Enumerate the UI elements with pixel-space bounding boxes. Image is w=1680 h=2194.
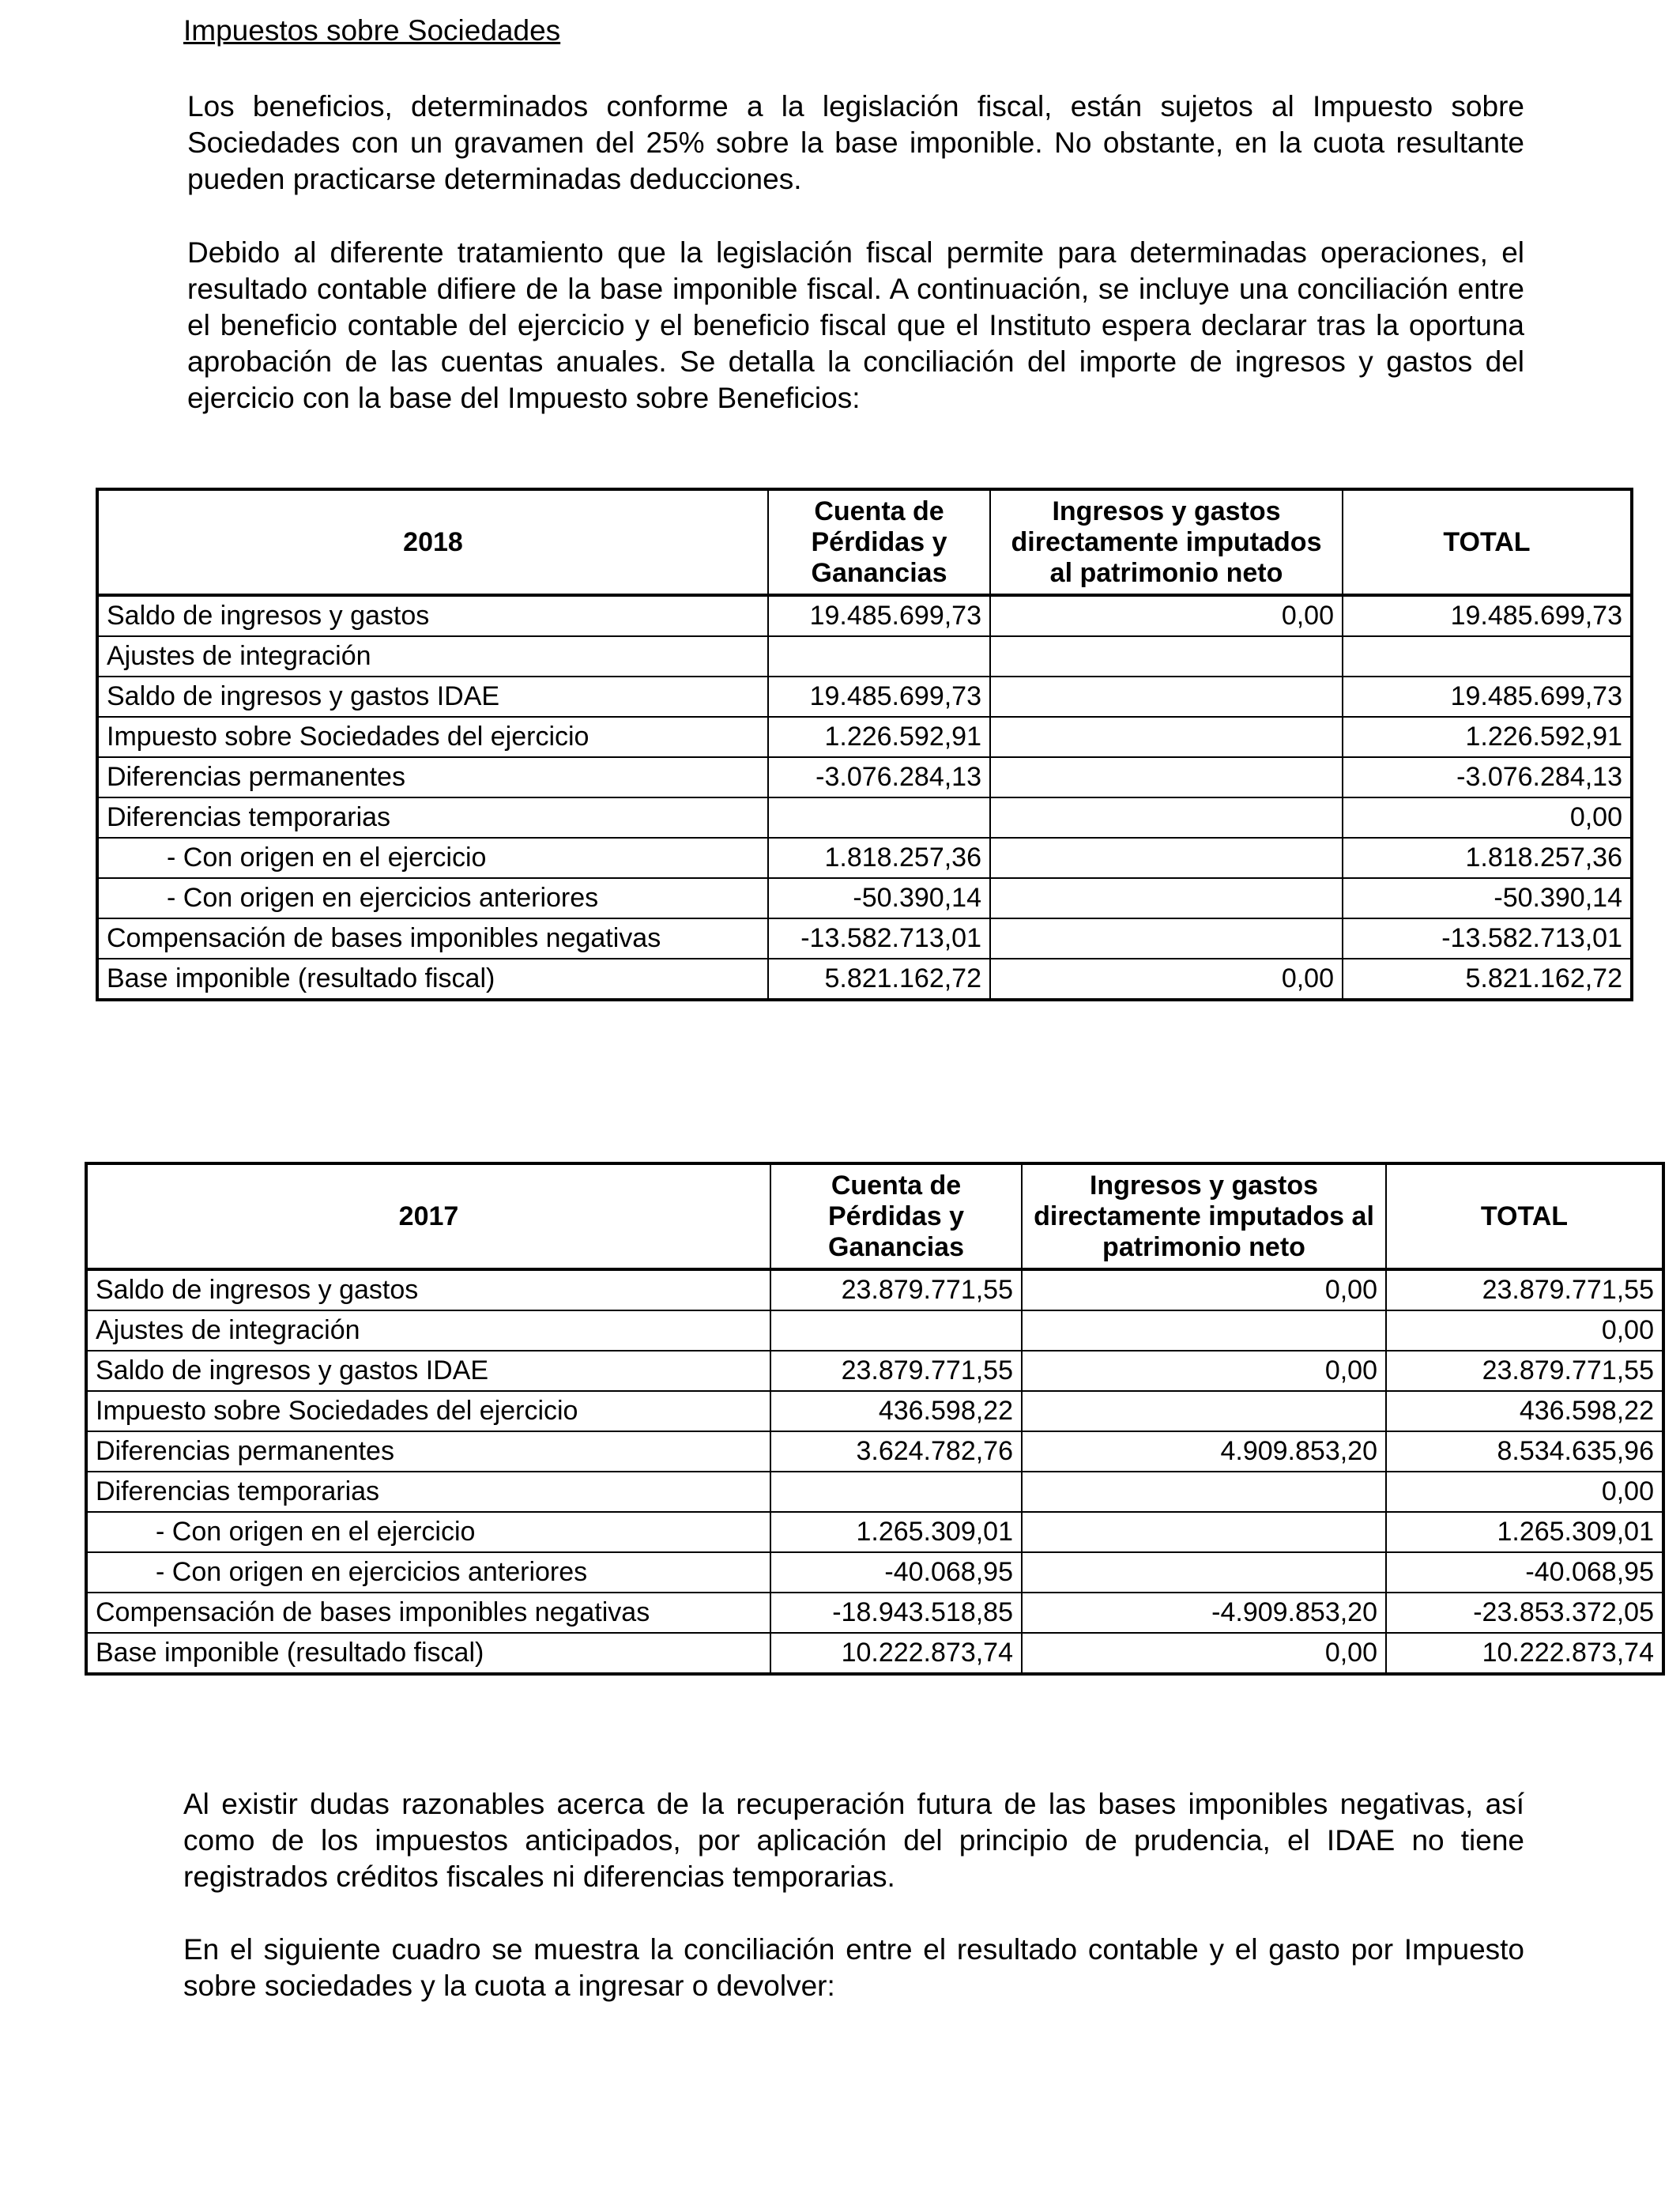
header-patrimonio-neto: Ingresos y gastos directamente imputados al patrimonio neto bbox=[990, 489, 1343, 595]
cell-patrimonio-neto bbox=[1022, 1512, 1386, 1552]
row-label: - Con origen en el ejercicio bbox=[86, 1512, 770, 1552]
paragraph-next-table-intro: En el siguiente cuadro se muestra la conciliación entre el resultado contable y el gasto por Impuesto sobre sociedades y la cuota a ingresar o devolver: bbox=[183, 1933, 1524, 2002]
reconciliation-table-2018 bbox=[96, 488, 1633, 1001]
cell-pyg: 5.821.162,72 bbox=[768, 959, 990, 1000]
table-body bbox=[97, 595, 1632, 1000]
table-body bbox=[86, 1269, 1663, 1674]
table-row bbox=[86, 1351, 1663, 1391]
cell-pyg: 3.624.782,76 bbox=[770, 1431, 1022, 1472]
table-row bbox=[97, 918, 1632, 959]
row-label: Diferencias temporarias bbox=[97, 797, 768, 838]
row-label: Compensación de bases imponibles negativas bbox=[86, 1593, 770, 1633]
cell-pyg: 1.265.309,01 bbox=[770, 1512, 1022, 1552]
cell-patrimonio-neto bbox=[1022, 1310, 1386, 1351]
cell-pyg bbox=[770, 1472, 1022, 1512]
table-row bbox=[86, 1269, 1663, 1310]
row-label: Impuesto sobre Sociedades del ejercicio bbox=[97, 717, 768, 757]
cell-patrimonio-neto bbox=[990, 717, 1343, 757]
cell-total: 0,00 bbox=[1386, 1472, 1663, 1512]
row-label: Compensación de bases imponibles negativas bbox=[97, 918, 768, 959]
cell-pyg bbox=[768, 797, 990, 838]
header-year: 2018 bbox=[97, 489, 768, 595]
cell-patrimonio-neto bbox=[1022, 1391, 1386, 1431]
cell-patrimonio-neto bbox=[990, 677, 1343, 717]
table-row bbox=[97, 636, 1632, 677]
cell-total: 1.265.309,01 bbox=[1386, 1512, 1663, 1552]
header-pyg: Cuenta de Pérdidas y Ganancias bbox=[768, 489, 990, 595]
cell-pyg: 1.226.592,91 bbox=[768, 717, 990, 757]
cell-total: -3.076.284,13 bbox=[1343, 757, 1632, 797]
cell-total: -23.853.372,05 bbox=[1386, 1593, 1663, 1633]
table-row bbox=[97, 595, 1632, 636]
cell-total bbox=[1343, 636, 1632, 677]
row-label: Base imponible (resultado fiscal) bbox=[86, 1633, 770, 1674]
cell-total: -13.582.713,01 bbox=[1343, 918, 1632, 959]
cell-patrimonio-neto: 0,00 bbox=[1022, 1351, 1386, 1391]
cell-pyg: 19.485.699,73 bbox=[768, 677, 990, 717]
table-row bbox=[86, 1310, 1663, 1351]
cell-patrimonio-neto: 0,00 bbox=[990, 595, 1343, 636]
table-row bbox=[97, 797, 1632, 838]
cell-pyg bbox=[770, 1310, 1022, 1351]
table-row bbox=[86, 1552, 1663, 1593]
row-label: Diferencias permanentes bbox=[97, 757, 768, 797]
header-year: 2017 bbox=[86, 1163, 770, 1269]
cell-patrimonio-neto bbox=[1022, 1472, 1386, 1512]
paragraph-reconciliation-intro: Debido al diferente tratamiento que la legislación fiscal permite para determinadas operaciones, el resultado contable difiere de la base imponible fiscal. A continuación, se incluye una conciliación entre el beneficio contable del ejercicio y el beneficio fiscal que el Instituto espera declarar tras la oportuna aprobación de las cuentas anuales. Se detalla la conciliación del importe de ingresos y gastos del ejercicio con la base del Impuesto sobre Beneficios: bbox=[187, 236, 1524, 414]
table-row bbox=[86, 1391, 1663, 1431]
row-label: Saldo de ingresos y gastos IDAE bbox=[86, 1351, 770, 1391]
cell-pyg: -18.943.518,85 bbox=[770, 1593, 1022, 1633]
cell-patrimonio-neto bbox=[990, 878, 1343, 918]
cell-patrimonio-neto bbox=[1022, 1552, 1386, 1593]
paragraph-tax-rate: Los beneficios, determinados conforme a la legislación fiscal, están sujetos al Impuesto sobre Sociedades con un gravamen del 25% sobre la base imponible. No obstante, en la cuota resultante pueden practicarse determinadas deducciones. bbox=[187, 90, 1524, 195]
paragraph-prudence: Al existir dudas razonables acerca de la recuperación futura de las bases imponibles negativas, así como de los impuestos anticipados, por aplicación del principio de prudencia, el IDAE no tiene registrados créditos fiscales ni diferencias temporarias. bbox=[183, 1788, 1524, 1893]
cell-pyg: 436.598,22 bbox=[770, 1391, 1022, 1431]
cell-total: 19.485.699,73 bbox=[1343, 677, 1632, 717]
cell-pyg: 19.485.699,73 bbox=[768, 595, 990, 636]
cell-pyg: -3.076.284,13 bbox=[768, 757, 990, 797]
cell-total: 1.818.257,36 bbox=[1343, 838, 1632, 878]
row-label: Diferencias permanentes bbox=[86, 1431, 770, 1472]
cell-total: 19.485.699,73 bbox=[1343, 595, 1632, 636]
cell-pyg: 1.818.257,36 bbox=[768, 838, 990, 878]
cell-total: 0,00 bbox=[1343, 797, 1632, 838]
table-row bbox=[97, 878, 1632, 918]
cell-total: 436.598,22 bbox=[1386, 1391, 1663, 1431]
row-label: Ajustes de integración bbox=[97, 636, 768, 677]
cell-total: -50.390,14 bbox=[1343, 878, 1632, 918]
section-heading: Impuestos sobre Sociedades bbox=[183, 14, 561, 47]
row-label: Impuesto sobre Sociedades del ejercicio bbox=[86, 1391, 770, 1431]
cell-patrimonio-neto bbox=[990, 797, 1343, 838]
row-label: - Con origen en ejercicios anteriores bbox=[97, 878, 768, 918]
table-row bbox=[97, 717, 1632, 757]
cell-pyg: -50.390,14 bbox=[768, 878, 990, 918]
cell-patrimonio-neto: 0,00 bbox=[990, 959, 1343, 1000]
header-patrimonio-neto: Ingresos y gastos directamente imputados al patrimonio neto bbox=[1022, 1163, 1386, 1269]
table-row bbox=[97, 757, 1632, 797]
cell-pyg: -13.582.713,01 bbox=[768, 918, 990, 959]
header-pyg: Cuenta de Pérdidas y Ganancias bbox=[770, 1163, 1022, 1269]
row-label: - Con origen en ejercicios anteriores bbox=[86, 1552, 770, 1593]
cell-patrimonio-neto: -4.909.853,20 bbox=[1022, 1593, 1386, 1633]
row-label: Saldo de ingresos y gastos IDAE bbox=[97, 677, 768, 717]
cell-total: 8.534.635,96 bbox=[1386, 1431, 1663, 1472]
cell-pyg bbox=[768, 636, 990, 677]
row-label: Saldo de ingresos y gastos bbox=[97, 595, 768, 636]
cell-pyg: 23.879.771,55 bbox=[770, 1351, 1022, 1391]
table-row bbox=[86, 1512, 1663, 1552]
cell-total: -40.068,95 bbox=[1386, 1552, 1663, 1593]
cell-patrimonio-neto bbox=[990, 918, 1343, 959]
header-total: TOTAL bbox=[1343, 489, 1632, 595]
cell-patrimonio-neto: 0,00 bbox=[1022, 1269, 1386, 1310]
table-row bbox=[97, 959, 1632, 1000]
cell-pyg: 23.879.771,55 bbox=[770, 1269, 1022, 1310]
cell-patrimonio-neto bbox=[990, 838, 1343, 878]
cell-total: 23.879.771,55 bbox=[1386, 1351, 1663, 1391]
table-row bbox=[86, 1431, 1663, 1472]
row-label: Diferencias temporarias bbox=[86, 1472, 770, 1512]
table-row bbox=[97, 677, 1632, 717]
cell-patrimonio-neto bbox=[990, 757, 1343, 797]
table-row bbox=[97, 838, 1632, 878]
cell-total: 5.821.162,72 bbox=[1343, 959, 1632, 1000]
row-label: Saldo de ingresos y gastos bbox=[86, 1269, 770, 1310]
cell-patrimonio-neto bbox=[990, 636, 1343, 677]
reconciliation-table-2017 bbox=[85, 1162, 1665, 1676]
row-label: Base imponible (resultado fiscal) bbox=[97, 959, 768, 1000]
cell-pyg: -40.068,95 bbox=[770, 1552, 1022, 1593]
header-total: TOTAL bbox=[1386, 1163, 1663, 1269]
row-label: Ajustes de integración bbox=[86, 1310, 770, 1351]
table-row bbox=[86, 1472, 1663, 1512]
row-label: - Con origen en el ejercicio bbox=[97, 838, 768, 878]
cell-total: 10.222.873,74 bbox=[1386, 1633, 1663, 1674]
cell-total: 0,00 bbox=[1386, 1310, 1663, 1351]
cell-patrimonio-neto: 0,00 bbox=[1022, 1633, 1386, 1674]
cell-total: 23.879.771,55 bbox=[1386, 1269, 1663, 1310]
cell-total: 1.226.592,91 bbox=[1343, 717, 1632, 757]
table-row bbox=[86, 1633, 1663, 1674]
table-row bbox=[86, 1593, 1663, 1633]
cell-pyg: 10.222.873,74 bbox=[770, 1633, 1022, 1674]
cell-patrimonio-neto: 4.909.853,20 bbox=[1022, 1431, 1386, 1472]
